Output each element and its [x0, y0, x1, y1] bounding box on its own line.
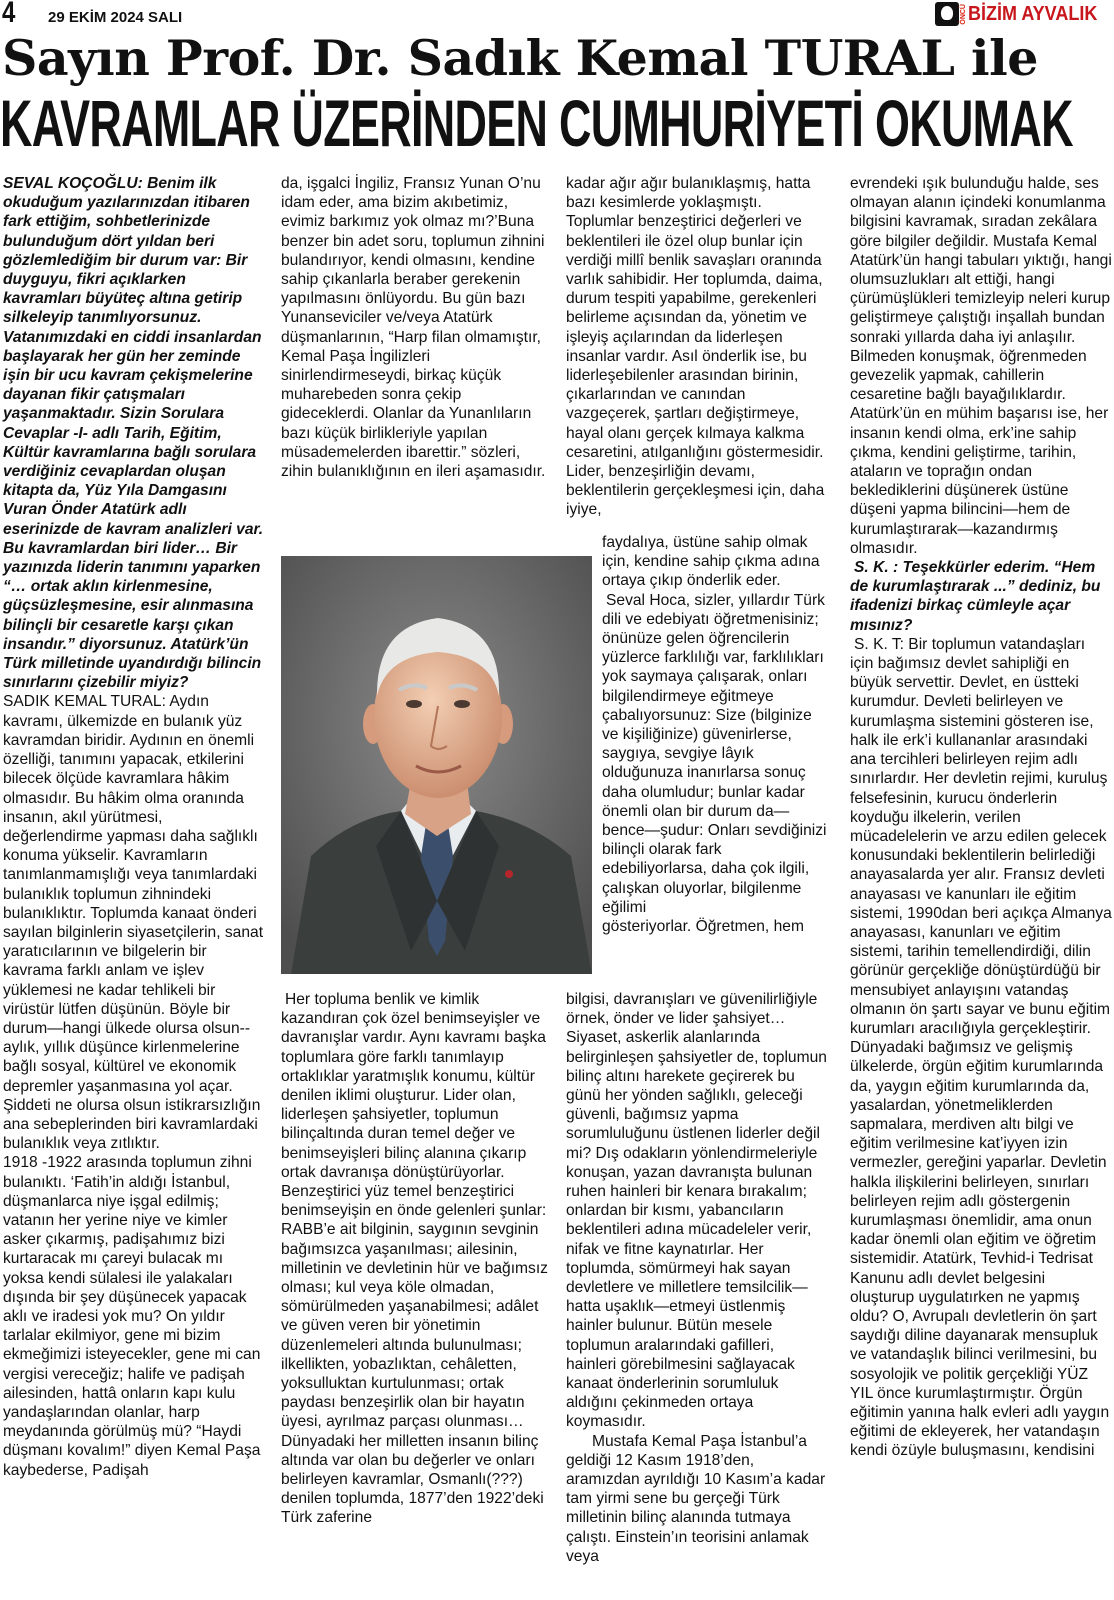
page-number: 4	[2, 0, 16, 29]
column-3-bottom-text: bilgisi, davranışları ve güvenilirliğiyle örnek, önder ve lider şahsiyet… Siyaset, askerlik alanlarında belirginleşen şahsiyetler de, toplumun bilinç altını harekete geçirerek bu günü her yönden sağlıklı, geleceği güvenli, bağımsız yapma sorumluluğunu üstlenen liderler değil mi? Dış odakların yönlendirmeleriyle konuşan, yazan davranışta bulunan ruhen hainleri bir kenara bırakalım; onlardan bir kısmı, yabancıların beklentileri adına mücadeleler verir, nifak ve fitne kaynatırlar. Her toplumda, sömürmeyi hak sayan devletlere ve milletlere temsilcilik—hatta uşaklık—etmeyi üstlenmiş hainler bulunur. Bütün mesele toplumun aralarındaki gafilleri, hainleri görebilmesini sağlayacak kanaat önderlerinin sorumluluk aldığını çekinmeden ortaya koymasıdır.	[566, 991, 827, 1431]
portrait-image	[281, 556, 592, 974]
column-2-bottom-text: Her topluma benlik ve kimlik kazandıran çok özel benimseyişler ve davranışlar vardır. Aynı kavramı başka toplumlara göre farklı tanımlayıp ortaklıklar yaratmışlık konumu, kültür denilen iklimi oluşturur. Lider olan, liderleşen şahsiyetler, toplumun bilinçaltında duran temel değer ve benimseyişleri bilinç alanına çıkarıp ortak davranışa dönüştürüyorlar. Benzeştirici yüz temel benzeştirici benimseyişin en önde gelenleri şunlar: RABB’e ait bilginin, saygının sevginin bağımsızca yaşanılması; ailesinin, milletinin ve devletinin hür ve bağımsız olması; kul veya köle olmadan, sömürülmeden yaşanabilmesi; adâlet ve güven veren bir yönetimin düzenlemeleri altında bulunulması; ilkellikten, yobazlıktan, cehâletten, yoksulluktan kurtulunması; ortak paydası benzeşirlik olan bir hayatın üyesi, ayrılmaz parçası olunması… Dünyadaki her milletten insanın bilinç altında var olan bu değerler ve onları belirleyen kavramlar, Osmanlı(???) denilen toplumda, 1877’den 1922’deki Türk zaferine	[281, 991, 548, 1527]
column-4-answer-2: S. K. T: Bir toplumun vatandaşları için bağımsız devlet sahipliği en büyük servettir. Devlet, en üstteki kurumdur. Devleti belirleyen ve kurumlaşma sistemini gösteren ise, halk ile erk’i kullananlar arasındaki ana tercihleri belirleyen rejim adlı sınırlardır. Her devletin rejimi, kuruluş felsefesinin, kurucu önderlerin koyduğu ilkelerin, verilen mücadelelerin ve arzu edilen gelecek konusundaki beklentilerin belirlediği anayasalarda yer alır. Fransız devleti anayasası ve kanunları ile eğitim sistemi, 1990dan beri açıkça Almanya anayasası, kanunları ve eğitim sistemi, tarihin temellendirdiği, dilin görünür gerçekliğe dönüştürdüğü bir mensubiyet anlayışını vatandaş olmanın ön şartı sayar ve bunu eğitim kurumları aracılığıyla gerçekleştirir. Dünyadaki bağımsız ve gelişmiş ülkelerde, örgün eğitim kurumlarında da, yaygın eğitim kurumlarında da, yasalardan, yönetmeliklerden sapmalara, merdiven altı bilgi ve eğitim verilmesine kat’iyyen izin vermezler, gereğini yaparlar. Devletin halkla ilişkilerini belirleyen, sınırları belirleyen rejim adlı göstergenin kurumlaşması önemlidir, ama onun kadar önemli olan eğitim ve öğretim sistemidir. Atatürk, Tevhid-i Tedrisat Kanunu adlı devlet belgesini oluşturup uygulatırken ne yapmış oldu? O, Avrupalı devletlerin ön şart saydığı diline dayanarak mensupluk ve vatandaşlık bilinci verilmesini, bu sosyolojik ve politik gerçekliği YÜZ YIL önce kurumlaştırmıştır. Örgün eğitimin yanına halk evleri adlı yaygın eğitimi de ekleyerek, her vatandaşın kendi özüyle buluşmasını, kendisini	[850, 635, 1112, 1460]
article-column-1	[3, 174, 265, 1480]
column-3-indented-text: faydalıya, üstüne sahip olmak için, kendine sahip çıkma adına ortaya çıkıp önderlik eder.	[602, 534, 820, 590]
column-3-indented-text-2: Seval Hoca, sizler, yıllardır Türk dili ve edebiyatı öğretmenisiniz; önünüze gelen öğrencilerin yüzlerce farklılığı var, farklılıkları yok saymaya çalışarak, onları bilgilendirmeye eğitmeye çabalıyorsunuz: Size (bilginize ve kişiliğinize) güvenirlerse, saygıya, sevgiye lâyık olduğunuza inanırlarsa sonuç daha olumludur; bunlar kadar önemli olan bir durum da—bence—şudur: Onları sevdiğinizi bilinçli olarak fark edebiliyorlarsa, daha çok ilgili, çalışkan oluyorlar, bilgilenme eğilimi	[602, 591, 827, 916]
logo-portrait-icon	[935, 2, 959, 26]
interview-answer-1-cont: 1918 -1922 arasında toplumun zihni bulanıktı. ‘Fatih’in aldığı İstanbul, düşmanlarca niye işgal edilmiş; vatanın her yerine niye ve kimler asker çıkarmış, padişahımız bizi kurtaracak mı çareyi bulacak mı yoksa kendi sülalesi ile yalakaları dışında bir şey düşünecek yapacak aklı ve iradesi yok mu? On yıldır tarlalar ekilmiyor, gene mi bizim ekmeğimizi isteyecekler, gene mi can vergisi vereceğiz; halife ve padişah ailesinden, hattâ onların kapı kulu yandaşlarından olanlar, harp meydanında görülmüş mü? “Haydi düşmanı kovalım!” diyen Kemal Paşa kaybederse, Padişah	[3, 1154, 261, 1479]
column-3-indented-end: gösteriyorlar. Öğretmen, hem	[602, 918, 804, 936]
issue-date: 29 EKİM 2024 SALI	[48, 9, 183, 26]
article-column-2-lower	[281, 990, 549, 1528]
page-header	[0, 0, 1114, 32]
article-column-3	[566, 174, 828, 520]
logo-text: BİZİM AYVALIK	[968, 2, 1098, 25]
logo-oncu-label: ÖNCÜ	[960, 3, 968, 25]
article-column-3-lower	[566, 990, 828, 1566]
article-column-3-indented	[602, 533, 828, 936]
interview-answer-1: SADIK KEMAL TURAL: Aydın kavramı, ülkemizde en bulanık yüz kavramdan biridir. Aydının en önemli özelliği, tanımını yapacak, etkilerini bilecek ölçüde kavramlara hâkim olmasıdır. Bu hâkim olma oranında insanın, akıl yürütmesi, değerlendirme yapması daha sağlıklı konuma yükselir. Kavramların tanımlanmamışlığı veya tanımlardaki bulanıklık toplumun zihnindeki bulanıklıktır. Toplumda kanaat önderi sayılan bilginlerin siyasetçilerin, sanat yaratıcılarının ve bilgelerin bir kavrama farklı anlam ve işlev yüklemesi ne kadar tehlikeli bir virüstür lütfen düşünün. Böyle bir durum—hangi ülkede olursa olsun-- aylık, yıllık düşünce kirlenmelerine bağlı sosyal, kültürel ve ekonomik depremler yaşanmasına yol açar. Şiddeti ne olursa olsun istikrarsızlığın ana sebeplerinden biri kavramlardaki bulanıklık veya zıtlıktır.	[3, 693, 264, 1153]
headline-line-2: KAVRAMLAR ÜZERİNDEN CUMHURİYETİ OKUMAK	[0, 86, 1073, 160]
column-3-bottom-text-2: Mustafa Kemal Paşa İstanbul’a geldiği 12 Kasım 1918’den, aramızdan ayrıldığı 10 Kasım’a kadar tam yirmi sene bu gerçeği Türk milletinin bilinç alanında tutmaya çalıştı. Einstein’ın teorisini anlamak veya	[566, 1432, 826, 1565]
portrait-photo	[281, 556, 592, 974]
interview-question-2: S. K. : Teşekkürler ederim. “Hem de kurumlaştırarak ...” dediniz, bu ifadenizi birkaç cümleyle açar mısınız?	[850, 559, 1101, 634]
newspaper-logo	[935, 2, 1112, 26]
column-3-top-text: kadar ağır ağır bulanıklaşmış, hatta bazı kesimlerde yoklaşmıştı. Toplumlar benzeştirici değerleri ve beklentileri ile özel olup bunlar için verdiği millî benlik savaşları oranında varlık sahibidir. Her toplumda, daima, durum tespiti yapabilme, gerekenleri belirleme açısından da, yönetim ve işleyiş açılarından da liderleşen insanlar vardır. Asıl önderlik ise, bu liderleşebilenler arasından birinin, çıkarlarından ve canından vazgeçerek, şartları değiştirmeye, hayal olanı gerçek kılmaya kalkma cesaretini, atılganlığını göstermesidir. Lider, benzeşirliğin devamı, beklentilerin gerçekleşmesi için, daha iyiye,	[566, 175, 825, 519]
headline-line-1: Sayın Prof. Dr. Sadık Kemal TURAL ile	[2, 29, 1038, 87]
column-2-top-text: da, işgalci İngiliz, Fransız Yunan O’nu idam eder, ama bizim akıbetimiz, evimiz barkımız yok olmaz mı?’Buna benzer bin adet soru, toplumun zihnini bulandırıyor, kendi olmasını, kendine sahip çıkanlarla beraber gerekenin yapılmasını önlüyordu. Bu gün bazı Yunanseviciler ve/veya Atatürk düşmanlarının, “Harp filan olmamıştır, Kemal Paşa İngilizleri sinirlendirmeseydi, birkaç küçük muharebeden sonra çekip gideceklerdi. Olanlar da Yunanlıların bazı küçük birlikleriyle yapılan müsademelerden ibarettir.” sözleri, zihin bulanıklığının en ileri aşamasıdır.	[281, 175, 546, 481]
article-column-2	[281, 174, 549, 481]
article-column-4	[850, 174, 1112, 1461]
interview-question-1: SEVAL KOÇOĞLU: Benim ilk okuduğum yazılarınızdan itibaren fark ettiğim, sohbetlerinizde bulunduğum dört yıldan beri gözlemlediğim bir durum var: Bir duyguyu, fikri açıklarken kavramları büyüteç altına getirip silkeleyip tanımlıyorsunuz. Vatanımızdaki en ciddi insanlardan başlayarak her gün her zeminde işin bir ucu kavram çekişmelerine dayanan fikir çatışmaları yaşanmaktadır. Sizin Sorulara Cevaplar -I- adlı Tarih, Eğitim, Kültür kavramlarına bağlı sorulara verdiğiniz cevaplardan oluşan kitapta da, Yüz Yıla Damgasını Vuran Önder Atatürk adlı eserinizde de kavram analizleri var. Bu kavramlardan biri lider… Bir yazınızda liderin tanımını yaparken “… ortak aklın kirlenmesine, güçsüzleşmesine, esir alınmasına bilinçli bir cesaretle karşı çıkan insandır.” diyorsunuz. Atatürk’ün Türk milletinde uyandırdığı bilincin sınırlarını çizebilir miyiz?	[3, 175, 264, 692]
column-4-answer-1: evrendeki ışık bulunduğu halde, ses olmayan alanın içindeki konumlanma bilgisini kavramak, sıradan zekâlara göre bilgiler değildir. Mustafa Kemal Atatürk’ün hangi tabuları yıktığı, hangi olumsuzlukları alt ettiği, hangi çürümüşlükleri temizleyip neleri kurup geliştirmeye çalıştığı inşallah bundan sonraki yıllarda daha iyi anlaşılır. Bilmeden konuşmak, öğrenmeden gevezelik yapmak, cahillerin cesaretine bağlı bayağılıklardır. Atatürk’ün en mühim başarısı ise, her insanın kendi olma, erk’ine sahip çıkma, kendini geliştirme, tarihin, ataların ve toprağın ondan beklediklerini düşünerek üstüne düşeni yapma bilincini—hem de kurumlaştırarak—kazandırmış olmasıdır.	[850, 175, 1112, 557]
